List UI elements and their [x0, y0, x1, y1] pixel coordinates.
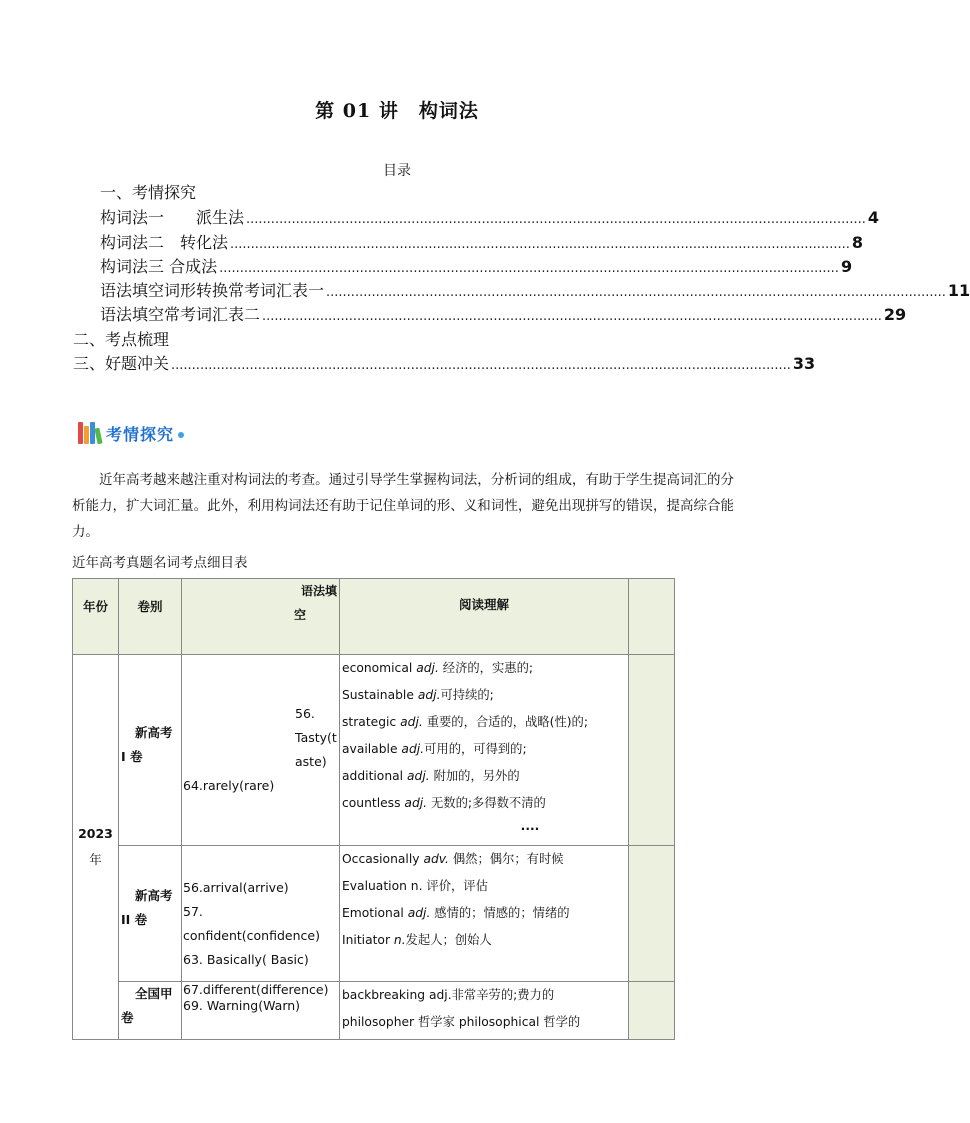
books-icon — [78, 422, 102, 444]
grammar-item: 57. confident(confidence) — [183, 904, 320, 943]
reading-item — [342, 927, 628, 954]
reading-def: 重要的，合适的，战略(性)的; — [422, 715, 588, 729]
toc-page-number: 29 — [883, 305, 907, 324]
toc-item[interactable] — [73, 351, 816, 374]
reading-word: Sustainable — [342, 688, 418, 702]
header-paper: 卷别 — [119, 579, 182, 655]
table-row — [73, 982, 675, 1040]
paper-line2: 卷 — [121, 1010, 134, 1025]
toc-item-label: 三、好题冲关 — [73, 354, 170, 373]
grammar-item: 63. Basically( Basic) — [183, 952, 309, 967]
toc-leader-dots: ...................................................................................................................................................... — [219, 261, 839, 276]
reading-pos: adj. — [401, 742, 425, 756]
reading-item — [342, 900, 628, 927]
toc-leader-dots: ...................................................................................................................................................... — [171, 358, 791, 373]
reading-def: 偶然；偶尔；有时候 — [448, 852, 564, 866]
toc-item[interactable] — [100, 205, 880, 228]
toc-item[interactable] — [100, 230, 864, 253]
reading-item: backbreaking adj.非常辛劳的;费力的 — [342, 988, 555, 1002]
toc-page-number: 4 — [867, 208, 880, 227]
toc-item-label: 构词法二 转化法 — [100, 233, 229, 252]
table-row — [73, 846, 675, 982]
reading-pos: adj. — [407, 906, 431, 920]
reading-item — [342, 873, 628, 900]
reading-word: Initiator — [342, 933, 394, 947]
toc-item-label: 构词法三 合成法 — [100, 257, 218, 276]
reading-cell — [340, 655, 629, 846]
year-cell — [73, 655, 119, 1040]
reading-pos: adj. — [406, 769, 430, 783]
header-grammar-line2: 空 — [294, 608, 307, 622]
paper-cell — [119, 655, 182, 846]
paper-line2: II 卷 — [121, 912, 148, 927]
reading-item — [342, 763, 628, 790]
grammar-item: 56.arrival(arrive) — [183, 880, 289, 895]
toc-item-label: 语法填空常考词汇表二 — [100, 305, 261, 324]
toc-item[interactable] — [100, 302, 907, 325]
grammar-cell — [182, 982, 340, 1040]
header-reading: 阅读理解 — [340, 579, 629, 655]
reading-item — [342, 736, 628, 763]
toc-page-number: 8 — [851, 233, 864, 252]
intro-paragraph: 近年高考越来越注重对构词法的考查。通过引导学生掌握构词法，分析词的组成，有助于学生提高词汇的分析能力，扩大词汇量。此外，利用构词法还有助于记住单词的形、义和词性，避免出现拼写的错误，提高综合能力。 — [72, 472, 734, 540]
reading-def: 可用的，可得到的; — [424, 742, 527, 756]
reading-def: 发起人；创始人 — [405, 933, 492, 947]
reading-cell — [340, 846, 629, 982]
toc-page-number: 9 — [840, 257, 853, 276]
grammar-item: 67.different(difference) — [183, 982, 329, 997]
reading-item — [342, 655, 628, 682]
grammar-item: 64.rarely(rare) — [183, 778, 275, 793]
reading-pos: n. — [410, 879, 423, 893]
paper-line2: I 卷 — [121, 749, 143, 764]
reading-pos: adj. — [416, 661, 439, 675]
table-caption: 近年高考真题名词考点细目表 — [72, 555, 248, 571]
toc-leader-dots: ...................................................................................................................................................... — [230, 237, 850, 252]
section-banner — [78, 420, 184, 446]
table-header-row — [73, 579, 675, 655]
year-suffix: 年 — [89, 852, 102, 867]
reading-word: Occasionally — [342, 852, 424, 866]
header-extra — [629, 579, 675, 655]
paper-line1: 新高考 — [135, 725, 173, 740]
paper-line1: 全国甲 — [135, 986, 173, 1001]
reading-ellipsis: .... — [520, 819, 540, 833]
reading-word: strategic — [342, 715, 401, 729]
paper-line1: 新高考 — [135, 888, 173, 903]
banner-dot-icon — [178, 432, 184, 438]
extra-cell — [629, 982, 675, 1040]
reading-word: Emotional — [342, 906, 408, 920]
grammar-cell — [182, 846, 340, 982]
toc-item[interactable] — [100, 254, 853, 277]
extra-cell — [629, 846, 675, 982]
reading-def: 无数的;多得数不清的 — [427, 796, 546, 810]
reading-def: 感情的；情感的；情绪的 — [430, 906, 570, 920]
toc-leader-dots: ...................................................................................................................................................... — [246, 212, 866, 227]
reading-pos: adv. — [423, 852, 449, 866]
grammar-item: 56. — [295, 706, 315, 721]
reading-def: 附加的，另外的 — [429, 769, 520, 783]
toc-page-number: 33 — [792, 354, 816, 373]
paper-cell — [119, 846, 182, 982]
page-title: 第 01 讲 构词法 — [315, 100, 479, 122]
grammar-item: aste) — [295, 754, 327, 769]
toc-item[interactable] — [100, 180, 400, 203]
reading-pos: adj. — [404, 796, 428, 810]
toc-item[interactable] — [73, 327, 373, 350]
reading-cell — [340, 982, 629, 1040]
toc-item[interactable] — [100, 278, 970, 301]
exam-table — [72, 578, 675, 1040]
reading-item — [342, 790, 628, 817]
reading-word: additional — [342, 769, 407, 783]
reading-pos: adj. — [400, 715, 423, 729]
toc-page-number: 11 — [947, 281, 970, 300]
reading-word: countless — [342, 796, 405, 810]
reading-word: available — [342, 742, 402, 756]
grammar-item: 69. Warning(Warn) — [183, 998, 301, 1013]
paper-cell — [119, 982, 182, 1040]
toc-item-label: 构词法一 派生法 — [100, 208, 245, 227]
toc-leader-dots: ...................................................................................................................................................... — [262, 309, 882, 324]
toc-item-label: 一、考情探究 — [100, 183, 197, 202]
table-row — [73, 655, 675, 846]
grammar-cell — [182, 655, 340, 846]
header-grammar-line1: 语法填 — [300, 584, 337, 598]
toc-item-label: 二、考点梳理 — [73, 330, 170, 349]
extra-cell — [629, 655, 675, 846]
toc-heading: 目录 — [383, 163, 411, 179]
reading-item — [342, 846, 628, 873]
reading-pos: adj. — [417, 688, 441, 702]
header-grammar — [182, 579, 340, 655]
section-banner-title: 考情探究 — [106, 424, 175, 444]
reading-item: philosopher 哲学家 philosophical 哲学的 — [342, 1015, 581, 1029]
reading-pos: n. — [393, 933, 406, 947]
header-year: 年份 — [73, 579, 119, 655]
toc-leader-dots: ...................................................................................................................................................... — [326, 285, 946, 300]
reading-word: Evaluation — [342, 879, 411, 893]
toc-item-label: 语法填空词形转换常考词汇表一 — [100, 281, 325, 300]
reading-item — [342, 709, 628, 736]
reading-def: 经济的，实惠的; — [438, 661, 534, 675]
reading-item — [342, 682, 628, 709]
reading-word: economical — [342, 661, 413, 675]
grammar-item: Tasty(t — [295, 730, 337, 745]
year-number: 2023 — [78, 826, 113, 841]
reading-def: 评价，评估 — [422, 879, 488, 893]
reading-def: 可持续的; — [440, 688, 494, 702]
